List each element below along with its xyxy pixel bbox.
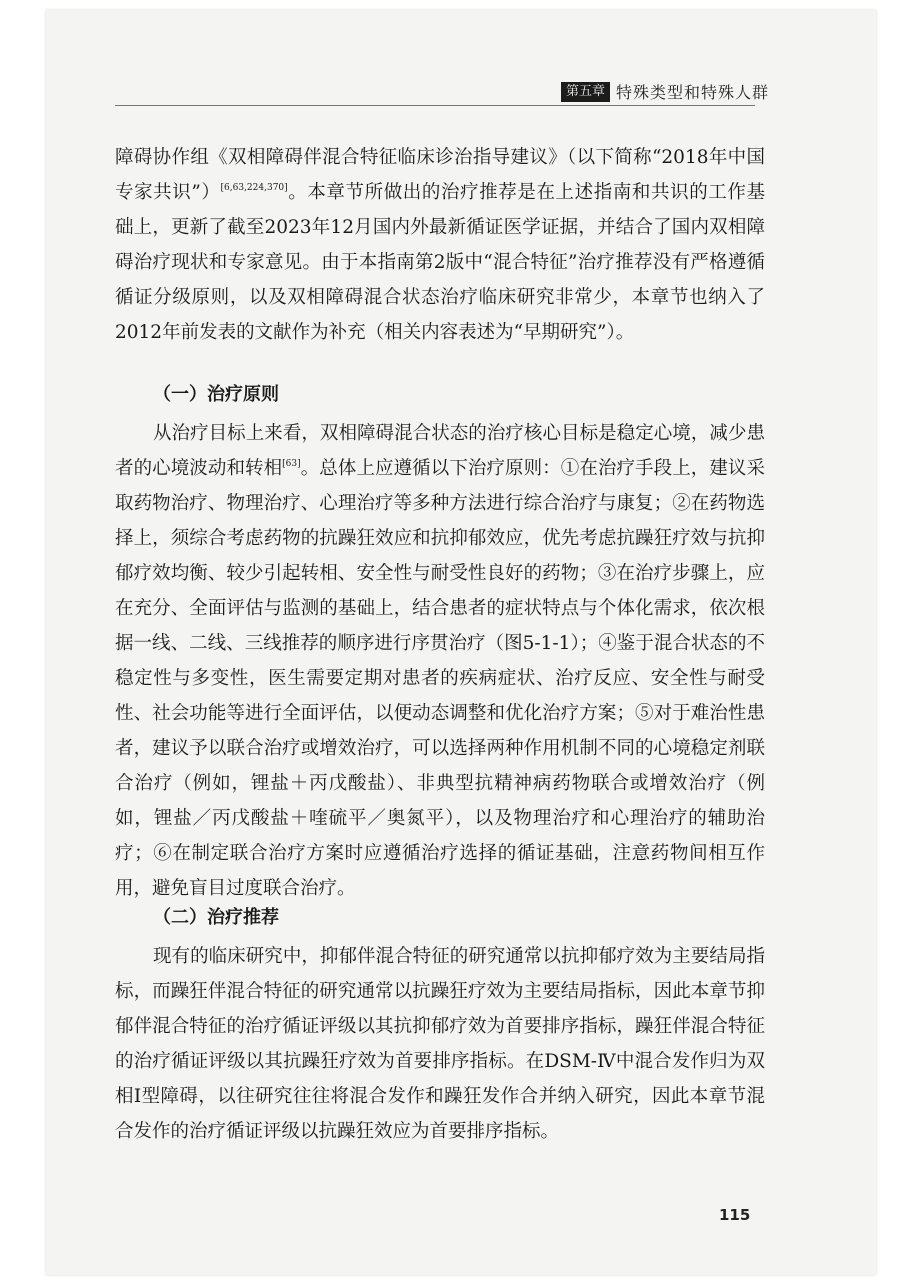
page-number: 115 <box>719 1206 751 1224</box>
principles-paragraph <box>115 416 765 906</box>
intro-text-2: 。本章节所做出的治疗推荐是在上述指南和共识的工作基础上，更新了截至2023年12月国内外最新循证医学证据，并结合了国内双相障碍治疗现状和专家意见。由于本指南第2版中“混合特征”治疗推荐没有严格遵循循证分级原则，以及双相障碍混合状态治疗临床研究非常少，本章节也纳入了2012年前发表的文献作为补充（相关内容表述为“早期研究”）。 <box>115 182 765 343</box>
recommendations-paragraph <box>115 939 765 1149</box>
recommendations-text: 现有的临床研究中，抑郁伴混合特征的研究通常以抗抑郁疗效为主要结局指标，而躁狂伴混合特征的研究通常以抗躁狂疗效为主要结局指标，因此本章节抑郁伴混合特征的治疗循证评级以其抗抑郁疗效为首要排序指标，躁狂伴混合特征的治疗循证评级以其抗躁狂疗效为首要排序指标。在DSM-Ⅳ中混合发作归为双相Ⅰ型障碍，以往研究往往将混合发作和躁狂发作合并纳入研究，因此本章节混合发作的治疗循证评级以抗躁狂效应为首要排序指标。 <box>115 946 765 1142</box>
citation: [6,63,224,370] <box>220 183 288 193</box>
principles-text-2: 。总体上应遵循以下治疗原则：①在治疗手段上，建议采取药物治疗、物理治疗、心理治疗等多种方法进行综合治疗与康复；②在药物选择上，须综合考虑药物的抗躁狂效应和抗抑郁效应，优先考虑抗躁狂疗效与抗抑郁疗效均衡、较少引起转相、安全性与耐受性良好的药物；③在治疗步骤上，应在充分、全面评估与监测的基础上，结合患者的症状特点与个体化需求，依次根据一线、二线、三线推荐的顺序进行序贯治疗（图5-1-1）；④鉴于混合状态的不稳定性与多变性，医生需要定期对患者的疾病症状、治疗反应、安全性与耐受性、社会功能等进行全面评估，以便动态调整和优化治疗方案；⑤对于难治性患者，建议予以联合治疗或增效治疗，可以选择两种作用机制不同的心境稳定剂联合治疗（例如，锂盐＋丙戊酸盐）、非典型抗精神病药物联合或增效治疗（例如，锂盐／丙戊酸盐＋喹硫平／奥氮平），以及物理治疗和心理治疗的辅助治疗；⑥在制定联合治疗方案时应遵循治疗选择的循证基础，注意药物间相互作用，避免盲目过度联合治疗。 <box>115 458 765 899</box>
chapter-title: 特殊类型和特殊人群 <box>616 83 770 102</box>
running-head <box>561 80 769 103</box>
intro-text-1: 障碍协作组《双相障碍伴混合特征临床诊治指导建议》（以下简称“2018年中国专家共识”） <box>115 147 765 203</box>
section-heading-principles: （一）治疗原则 <box>153 384 279 405</box>
intro-paragraph <box>115 140 765 350</box>
header-rule <box>115 105 755 106</box>
chapter-label: 第五章 <box>561 82 610 102</box>
principles-text-1: 从治疗目标上来看，双相障碍混合状态的治疗核心目标是稳定心境，减少患者的心境波动和转相 <box>115 423 765 479</box>
section-heading-recommendations: （二）治疗推荐 <box>153 907 279 928</box>
citation: [63] <box>282 459 301 469</box>
